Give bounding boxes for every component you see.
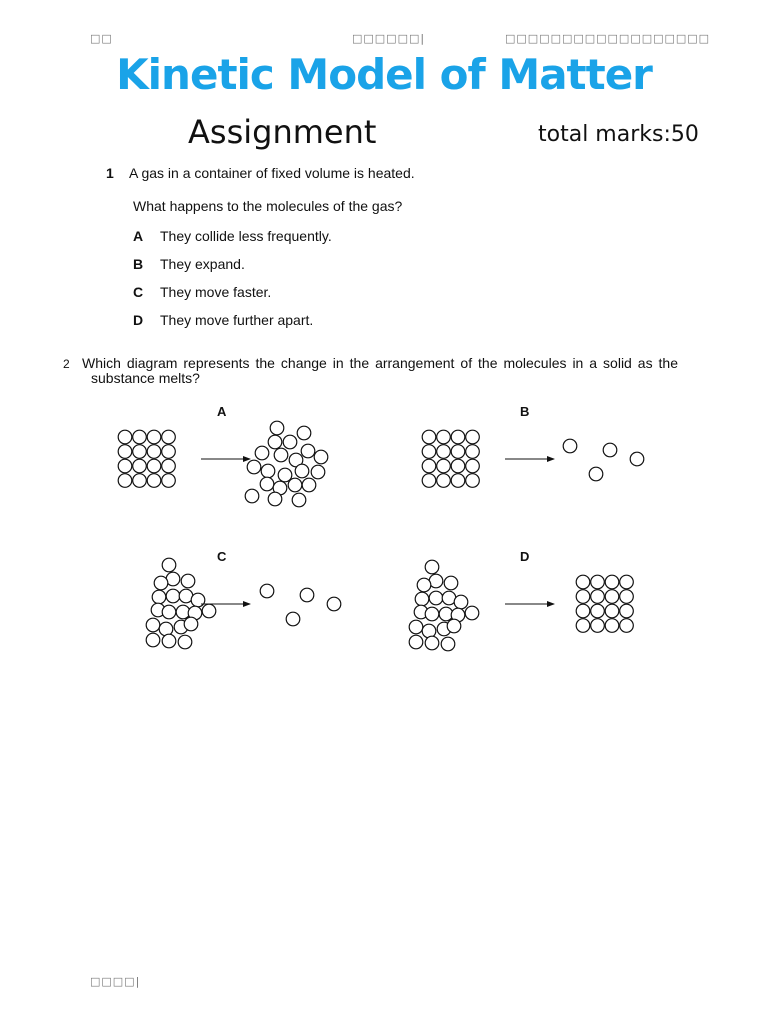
diagram-label-c: C (217, 549, 227, 564)
molecule (292, 493, 306, 507)
molecule (288, 478, 302, 492)
question-2-line-1: Which diagram represents the change in the arrangement of the molecules in a solid as the (82, 355, 678, 371)
diagram-a (118, 421, 328, 507)
molecule (261, 464, 275, 478)
q1-option-a (133, 228, 332, 244)
molecule (576, 575, 590, 589)
molecule (270, 421, 284, 435)
molecule (444, 576, 458, 590)
molecule (447, 619, 461, 633)
molecule (162, 634, 176, 648)
molecule (576, 604, 590, 618)
option-letter: D (133, 312, 144, 328)
molecule (437, 430, 451, 444)
option-text: They collide less frequently. (160, 228, 332, 244)
molecule (417, 578, 431, 592)
molecule (162, 459, 176, 473)
molecule (620, 590, 634, 604)
molecule (274, 448, 288, 462)
molecule (409, 635, 423, 649)
molecule (300, 588, 314, 602)
molecule (162, 445, 176, 459)
molecule (286, 612, 300, 626)
q1-option-c (133, 284, 271, 300)
page-title: Kinetic Model of Matter (116, 50, 652, 99)
molecule (451, 445, 465, 459)
molecule (146, 633, 160, 647)
footer-text: □□□□| (90, 975, 141, 988)
molecule (451, 430, 465, 444)
molecule (295, 464, 309, 478)
molecule (162, 474, 176, 488)
molecule (152, 590, 166, 604)
molecule (425, 607, 439, 621)
molecule (314, 450, 328, 464)
molecule (302, 478, 316, 492)
molecule (181, 574, 195, 588)
molecule (162, 430, 176, 444)
molecule (605, 604, 619, 618)
molecule (415, 592, 429, 606)
molecule (422, 459, 436, 473)
molecule (247, 460, 261, 474)
molecule (147, 430, 161, 444)
molecule (118, 430, 132, 444)
molecule (605, 575, 619, 589)
q1-option-d (133, 312, 313, 328)
molecule (591, 590, 605, 604)
header-left: □□ (90, 32, 113, 45)
molecule (162, 558, 176, 572)
option-letter: A (133, 228, 144, 244)
q1-option-b (133, 256, 245, 272)
molecule (591, 575, 605, 589)
molecule (605, 590, 619, 604)
molecule (422, 624, 436, 638)
molecule (437, 474, 451, 488)
molecule (591, 619, 605, 633)
option-letter: B (133, 256, 144, 272)
molecule (133, 445, 147, 459)
molecule (159, 622, 173, 636)
molecule (133, 474, 147, 488)
molecule (118, 445, 132, 459)
molecule (465, 606, 479, 620)
molecule (268, 492, 282, 506)
molecule (466, 445, 480, 459)
molecule (576, 619, 590, 633)
header-center: □□□□□□| (352, 32, 426, 45)
molecule (202, 604, 216, 618)
molecule (437, 459, 451, 473)
molecule (260, 584, 274, 598)
question-1-prompt: What happens to the molecules of the gas? (133, 198, 403, 214)
molecule (118, 459, 132, 473)
molecule (147, 459, 161, 473)
option-text: They move further apart. (160, 312, 314, 328)
molecule (425, 560, 439, 574)
molecule (605, 619, 619, 633)
question-1-stem: A gas in a container of fixed volume is heated. (129, 165, 415, 181)
molecule (162, 605, 176, 619)
molecule (437, 445, 451, 459)
molecule (620, 619, 634, 633)
molecule (466, 474, 480, 488)
header-right: □□□□□□□□□□□□□□□□□□ (505, 32, 711, 45)
molecule (301, 444, 315, 458)
question-2-number: 2 (63, 357, 70, 371)
molecule (451, 474, 465, 488)
molecule (422, 430, 436, 444)
molecule-diagrams (95, 395, 675, 655)
option-letter: C (133, 284, 144, 300)
molecule (133, 459, 147, 473)
molecule (255, 446, 269, 460)
option-text: They move faster. (160, 284, 272, 300)
diagram-b (422, 430, 644, 487)
molecule (451, 459, 465, 473)
molecule (147, 445, 161, 459)
molecule (409, 620, 423, 634)
molecule (147, 474, 161, 488)
diagram-label-a: A (217, 404, 227, 419)
molecule (327, 597, 341, 611)
option-text: They expand. (160, 256, 245, 272)
molecule (589, 467, 603, 481)
molecule (603, 443, 617, 457)
molecule (576, 590, 590, 604)
question-2-line-2: substance melts? (91, 370, 200, 386)
molecule (311, 465, 325, 479)
molecule (466, 459, 480, 473)
molecule (191, 593, 205, 607)
molecule (425, 636, 439, 650)
molecule (268, 435, 282, 449)
molecule (563, 439, 577, 453)
molecule (166, 589, 180, 603)
molecule (454, 595, 468, 609)
molecule (422, 445, 436, 459)
molecule (422, 474, 436, 488)
total-marks: total marks:50 (538, 122, 699, 147)
molecule (429, 591, 443, 605)
molecule (178, 635, 192, 649)
molecule (620, 604, 634, 618)
molecule (184, 617, 198, 631)
diagram-label-d: D (520, 549, 530, 564)
molecule (260, 477, 274, 491)
molecule (118, 474, 132, 488)
molecule (441, 637, 455, 651)
diagram-label-b: B (520, 404, 530, 419)
molecule (283, 435, 297, 449)
molecule (245, 489, 259, 503)
molecule (297, 426, 311, 440)
question-1-number: 1 (106, 165, 114, 181)
molecule (278, 468, 292, 482)
molecule (630, 452, 644, 466)
diagram-c (146, 558, 341, 649)
molecule (466, 430, 480, 444)
molecule (133, 430, 147, 444)
molecule (146, 618, 160, 632)
molecule (620, 575, 634, 589)
molecule (591, 604, 605, 618)
molecule (154, 576, 168, 590)
page-subtitle: Assignment (188, 113, 377, 151)
diagram-d (409, 560, 633, 651)
